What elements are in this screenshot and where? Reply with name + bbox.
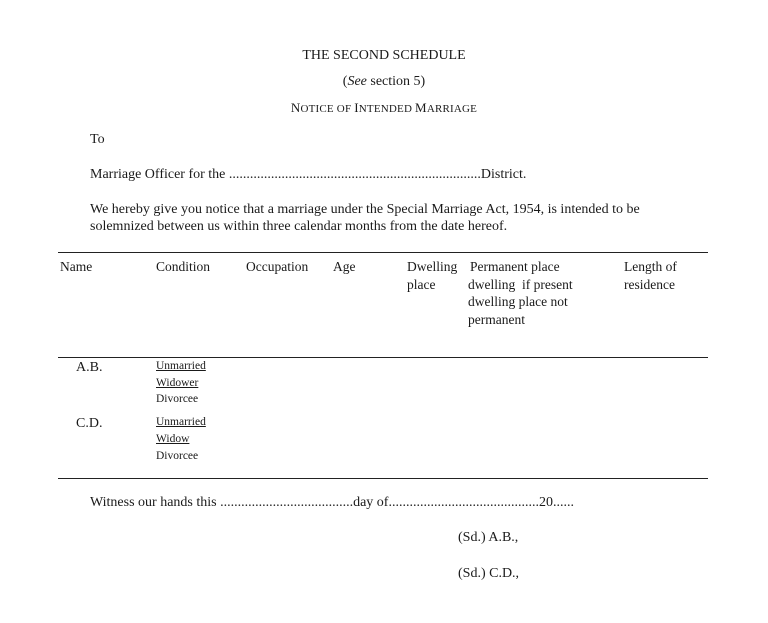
- section-reference-rest: section 5): [366, 74, 426, 89]
- header-name: Name: [60, 259, 93, 274]
- header-condition: Condition: [156, 259, 211, 274]
- notice-heading-cap-n: N: [290, 100, 301, 115]
- notice-heading-cap-i: I: [354, 100, 359, 115]
- header-permanent-line-3: dwelling place not: [468, 294, 568, 309]
- row-name-cd: C.D.: [76, 416, 103, 431]
- condition-option-widower: Widower: [156, 377, 199, 389]
- notice-heading-part-2: NTENDED: [358, 103, 416, 115]
- header-permanent-line-2: dwelling if present: [468, 276, 573, 292]
- header-dwelling-line-2: place: [407, 276, 436, 292]
- to-label: To: [90, 132, 105, 147]
- signature-cd: (Sd.) C.D.,: [458, 566, 520, 581]
- notice-heading-part-1: OTICE OF: [300, 103, 355, 115]
- section-reference: (See section 5): [342, 74, 426, 89]
- condition-option-unmarried: Unmarried: [156, 416, 206, 428]
- witness-line: Witness our hands this ......................................day of...........................................20......: [90, 495, 574, 510]
- notice-heading: [0, 100, 768, 116]
- notice-paragraph-line-1: We hereby give you notice that a marriage under the Special Marriage Act, 1954, is intended to be: [90, 202, 640, 217]
- condition-option-divorcee: Divorcee: [156, 450, 199, 462]
- table-bottom-rule: [58, 478, 708, 479]
- header-permanent-place: [468, 258, 573, 328]
- marriage-officer-line: Marriage Officer for the ........................................................................District.: [90, 167, 527, 182]
- header-permanent-line-4: permanent: [468, 311, 525, 327]
- table-header-rule: [58, 357, 708, 358]
- condition-option-widow: Widow: [156, 433, 190, 445]
- schedule-title: THE SECOND SCHEDULE: [302, 48, 466, 63]
- notice-paragraph-line-2: solemnized between us within three calendar months from the date hereof.: [90, 219, 508, 234]
- header-dwelling-place: [407, 258, 457, 293]
- header-age: Age: [333, 259, 356, 274]
- header-length-of-residence: [624, 258, 677, 293]
- header-occupation: Occupation: [246, 259, 309, 274]
- header-dwelling-line-1: Dwelling: [407, 259, 458, 274]
- table-top-rule: [58, 252, 708, 253]
- header-length-line-1: Length of: [624, 259, 677, 274]
- signature-ab: (Sd.) A.B.,: [458, 530, 519, 545]
- see-italic: See: [347, 74, 367, 89]
- notice-heading-cap-m: M: [415, 100, 427, 115]
- header-permanent-line-1: Permanent place: [470, 259, 560, 274]
- header-length-line-2: residence: [624, 276, 675, 292]
- condition-option-unmarried: Unmarried: [156, 360, 206, 372]
- condition-option-divorcee: Divorcee: [156, 393, 199, 405]
- notice-heading-part-3: ARRIAGE: [426, 103, 478, 115]
- row-name-ab: A.B.: [76, 360, 103, 375]
